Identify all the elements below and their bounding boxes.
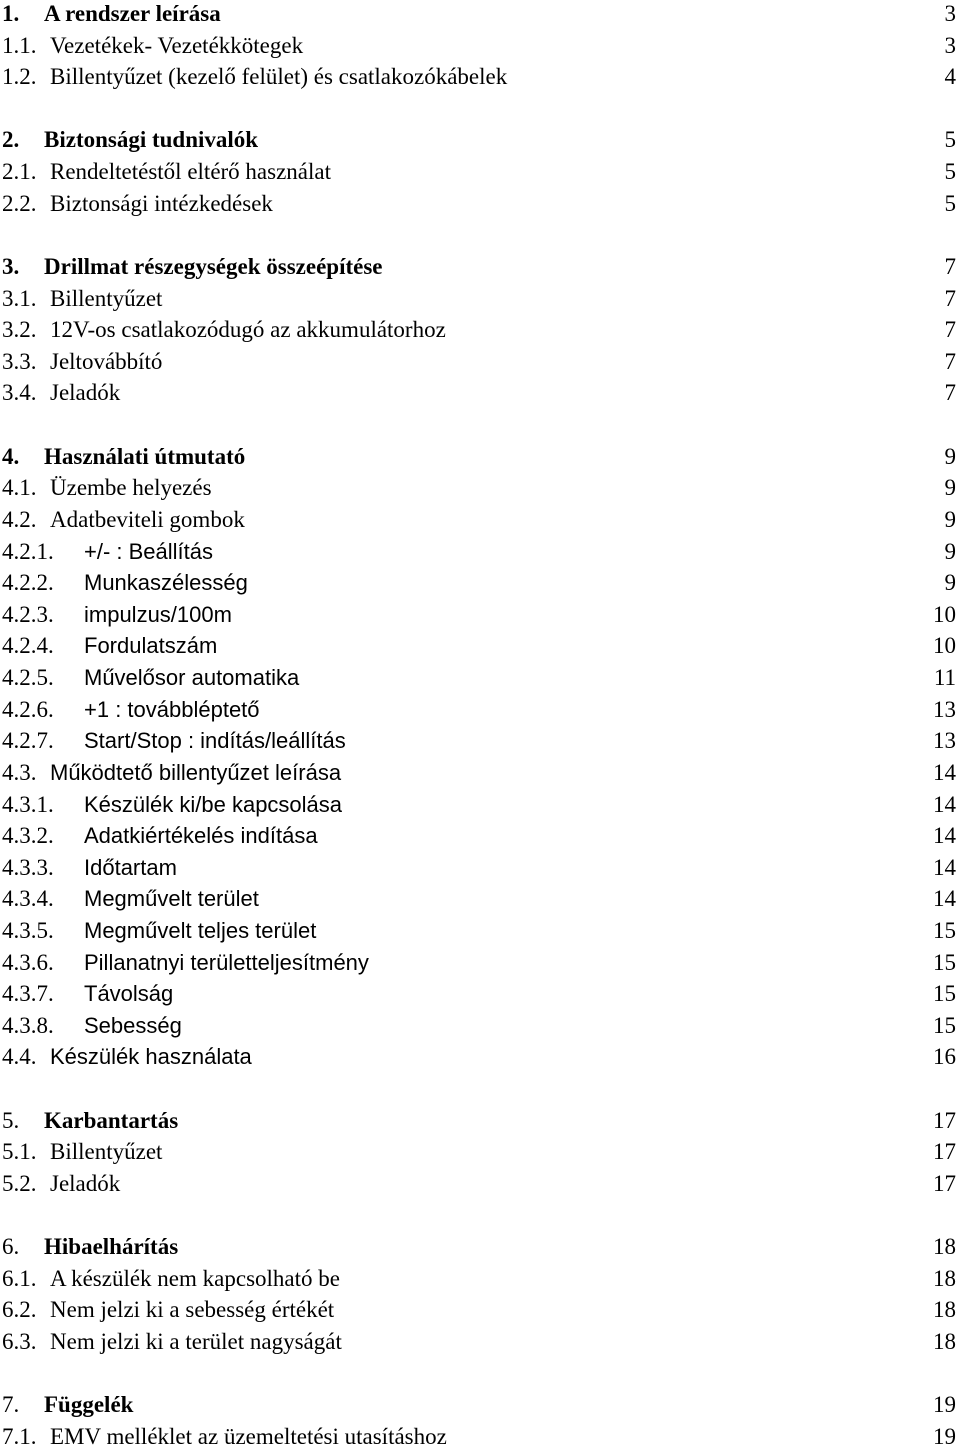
toc-entry-number: 5.2. (2, 1170, 37, 1196)
toc-entry-page: 9 (944, 475, 956, 501)
toc-entry-number: 3. (2, 253, 20, 279)
toc-entry (0, 852, 960, 884)
toc-entry-page: 17 (933, 1107, 956, 1133)
toc-entry-title: Biztonsági intézkedések (50, 190, 273, 216)
toc-entry (0, 346, 960, 378)
toc-entry (0, 0, 960, 30)
toc-entry-number: 6. (2, 1234, 20, 1260)
toc-entry-title: Drillmat részegységek összeépítése (44, 253, 383, 279)
toc-entry-page: 15 (933, 917, 956, 943)
toc-entry-page: 7 (944, 348, 956, 374)
toc-entry-number: 4.3.7. (2, 981, 54, 1007)
toc-entry-page: 9 (944, 443, 956, 469)
toc-entry-page: 7 (944, 285, 956, 311)
toc-entry-page: 18 (933, 1329, 956, 1355)
toc-entry-number: 5. (2, 1107, 20, 1133)
toc-entry (0, 599, 960, 631)
toc-entry (0, 1421, 960, 1452)
toc-entry-title: Adatkiértékelés indítása (84, 823, 318, 849)
toc-entry (0, 978, 960, 1010)
toc-entry-number: 4.3.6. (2, 949, 54, 975)
toc-entry-title: Biztonsági tudnivalók (44, 127, 259, 153)
toc-entry (0, 472, 960, 504)
toc-entry-title: Megművelt teljes terület (84, 917, 317, 943)
toc-entry-number: 4.2.4. (2, 633, 54, 659)
toc-entry-page: 11 (933, 665, 956, 691)
toc-entry-page: 5 (944, 159, 956, 185)
toc-entry-title: Jeltovábbító (50, 348, 163, 374)
toc-entry-page: 19 (933, 1392, 956, 1418)
toc-entry-number: 1.2. (2, 64, 37, 90)
toc-entry-page: 14 (933, 886, 956, 912)
toc-entry-title: Fordulatszám (84, 633, 218, 659)
toc-entry-title: Rendeltetéstől eltérő használat (50, 159, 331, 185)
toc-entry-page: 15 (933, 1012, 956, 1038)
toc-entry-title: Művelősor automatika (84, 665, 300, 691)
toc-entry (0, 1294, 960, 1326)
toc-entry-number: 5.1. (2, 1139, 37, 1165)
toc-entry-page: 14 (933, 791, 956, 817)
toc-entry-title: Pillanatnyi területteljesítmény (84, 949, 369, 975)
toc-entry-title: Megművelt terület (84, 886, 259, 912)
toc-entry-page: 17 (933, 1139, 956, 1165)
toc-entry-title: Használati útmutató (44, 443, 246, 469)
toc-entry-title: Hibaelhárítás (44, 1234, 179, 1260)
toc-entry-page: 9 (944, 506, 956, 532)
toc-entry-page: 7 (944, 380, 956, 406)
toc-entry-number: 4.1. (2, 475, 37, 501)
toc-entry (0, 504, 960, 536)
toc-entry (0, 377, 960, 409)
toc-entry (0, 1010, 960, 1042)
toc-entry (0, 1041, 960, 1073)
toc-entry (0, 694, 960, 726)
toc-entry (0, 1136, 960, 1168)
toc-entry-number: 3.1. (2, 285, 37, 311)
toc-entry-title: Sebesség (84, 1012, 182, 1038)
toc-entry-page: 18 (933, 1265, 956, 1291)
toc-entry-title: Működtető billentyűzet leírása (50, 759, 342, 785)
toc-entry-title: Adatbeviteli gombok (50, 506, 245, 532)
toc-entry-title: Jeladók (50, 380, 121, 406)
toc-entry-number: 1. (2, 1, 20, 26)
toc-entry-title: Munkaszélesség (84, 570, 248, 596)
toc-entry-number: 4.3.4. (2, 886, 54, 912)
toc-entry-page: 5 (944, 190, 956, 216)
toc-entry-page: 14 (933, 854, 956, 880)
toc-entry-number: 4.3. (2, 759, 37, 785)
toc-entry-number: 4.3.3. (2, 854, 54, 880)
toc-entry-number: 4.2.1. (2, 538, 54, 564)
toc-entry-title: Start/Stop : indítás/leállítás (84, 728, 346, 754)
toc-entry-title: Készülék ki/be kapcsolása (84, 791, 343, 817)
toc-entry (0, 314, 960, 346)
toc-entry (0, 1326, 960, 1358)
toc-entry-page: 5 (944, 127, 956, 153)
toc-entry-page: 10 (933, 633, 956, 659)
toc-entry (0, 947, 960, 979)
toc-entry-number: 2. (2, 127, 20, 153)
toc-entry-page: 14 (933, 823, 956, 849)
toc-entry (0, 156, 960, 188)
toc-entry-page: 9 (944, 570, 956, 596)
toc-entry-number: 4.3.5. (2, 917, 54, 943)
toc-entry-number: 4.4. (2, 1044, 37, 1070)
toc-entry-number: 4.3.2. (2, 823, 54, 849)
toc-entry (0, 883, 960, 915)
toc-entry-title: +/- : Beállítás (84, 538, 214, 564)
toc-entry (0, 1231, 960, 1263)
toc-entry-page: 10 (933, 601, 956, 627)
toc-entry-number: 4.3.1. (2, 791, 54, 817)
toc-entry-number: 4. (2, 443, 20, 469)
toc-entry-number: 6.3. (2, 1329, 37, 1355)
toc-entry-title: A rendszer leírása (44, 1, 221, 26)
toc-entry-title: Billentyűzet (kezelő felület) és csatlakozókábelek (50, 64, 508, 90)
toc-entry-page: 18 (933, 1234, 956, 1260)
toc-entry-number: 3.2. (2, 317, 37, 343)
toc-entry-number: 6.2. (2, 1297, 37, 1323)
toc-entry (0, 630, 960, 662)
toc-entry-page: 3 (944, 32, 956, 58)
toc-entry-number: 2.1. (2, 159, 37, 185)
toc-entry-number: 3.4. (2, 380, 37, 406)
toc-entry (0, 124, 960, 156)
toc-entry (0, 725, 960, 757)
toc-entry-title: Billentyűzet (50, 285, 163, 311)
toc-entry-title: Karbantartás (44, 1107, 179, 1133)
toc-entry-title: Készülék használata (50, 1044, 252, 1070)
toc-entry-page: 15 (933, 949, 956, 975)
toc-entry-number: 7.1. (2, 1423, 37, 1449)
toc-entry-page: 14 (933, 759, 956, 785)
toc-entry (0, 789, 960, 821)
toc-entry (0, 188, 960, 220)
toc-entry (0, 283, 960, 315)
toc-entry-title: 12V-os csatlakozódugó az akkumulátorhoz (50, 317, 446, 343)
toc-entry-number: 3.3. (2, 348, 37, 374)
toc-entry (0, 1168, 960, 1200)
toc-entry-number: 2.2. (2, 190, 37, 216)
toc-entry (0, 441, 960, 473)
toc-entry (0, 61, 960, 93)
toc-entry-title: Időtartam (84, 854, 177, 880)
toc-entry (0, 30, 960, 62)
toc-entry-page: 15 (933, 981, 956, 1007)
toc-entry-number: 4.2.5. (2, 665, 54, 691)
toc-entry-title: A készülék nem kapcsolható be (50, 1265, 340, 1291)
toc-entry-page: 13 (933, 696, 956, 722)
toc-entry-page: 16 (933, 1044, 956, 1070)
toc-entry (0, 251, 960, 283)
toc-entry-title: Függelék (44, 1392, 134, 1418)
toc-entry-number: 6.1. (2, 1265, 37, 1291)
toc-entry-page: 19 (933, 1423, 956, 1449)
toc-entry (0, 662, 960, 694)
toc-entry-number: 1.1. (2, 32, 37, 58)
toc-entry-page: 3 (944, 1, 956, 26)
toc-entry-number: 4.2.7. (2, 728, 54, 754)
toc-entry-title: Vezetékek- Vezetékkötegek (50, 32, 304, 58)
toc-entry-page: 18 (933, 1297, 956, 1323)
toc-entry-number: 4.2. (2, 506, 37, 532)
toc-entry-title: Nem jelzi ki a terület nagyságát (50, 1329, 342, 1355)
toc-entry (0, 820, 960, 852)
toc-entry-title: +1 : továbbléptető (84, 696, 260, 722)
toc-entry-title: Billentyűzet (50, 1139, 163, 1165)
toc-entry-number: 4.2.3. (2, 601, 54, 627)
toc-entry (0, 1263, 960, 1295)
toc-entry-page: 7 (944, 317, 956, 343)
toc-entry-title: Nem jelzi ki a sebesség értékét (50, 1297, 335, 1323)
toc-entry-number: 7. (2, 1392, 20, 1418)
toc-entry (0, 757, 960, 789)
toc-entry-page: 17 (933, 1170, 956, 1196)
toc-entry-title: Távolság (84, 981, 174, 1007)
toc-entry (0, 567, 960, 599)
toc-entry (0, 1105, 960, 1137)
toc-entry-title: EMV melléklet az üzemeltetési utasításhoz (50, 1423, 447, 1449)
toc-entry-title: Jeladók (50, 1170, 121, 1196)
toc-entry-page: 4 (944, 64, 956, 90)
toc-entry-page: 9 (944, 538, 956, 564)
toc-entry-number: 4.3.8. (2, 1012, 54, 1038)
toc-entry-title: impulzus/100m (84, 601, 232, 627)
toc-entry-page: 7 (944, 253, 956, 279)
toc-entry-title: Üzembe helyezés (50, 475, 212, 501)
toc-entry (0, 536, 960, 568)
toc-entry (0, 1389, 960, 1421)
toc-entry-number: 4.2.2. (2, 570, 54, 596)
toc-entry (0, 915, 960, 947)
toc-entry-number: 4.2.6. (2, 696, 54, 722)
toc-entry-page: 13 (933, 728, 956, 754)
